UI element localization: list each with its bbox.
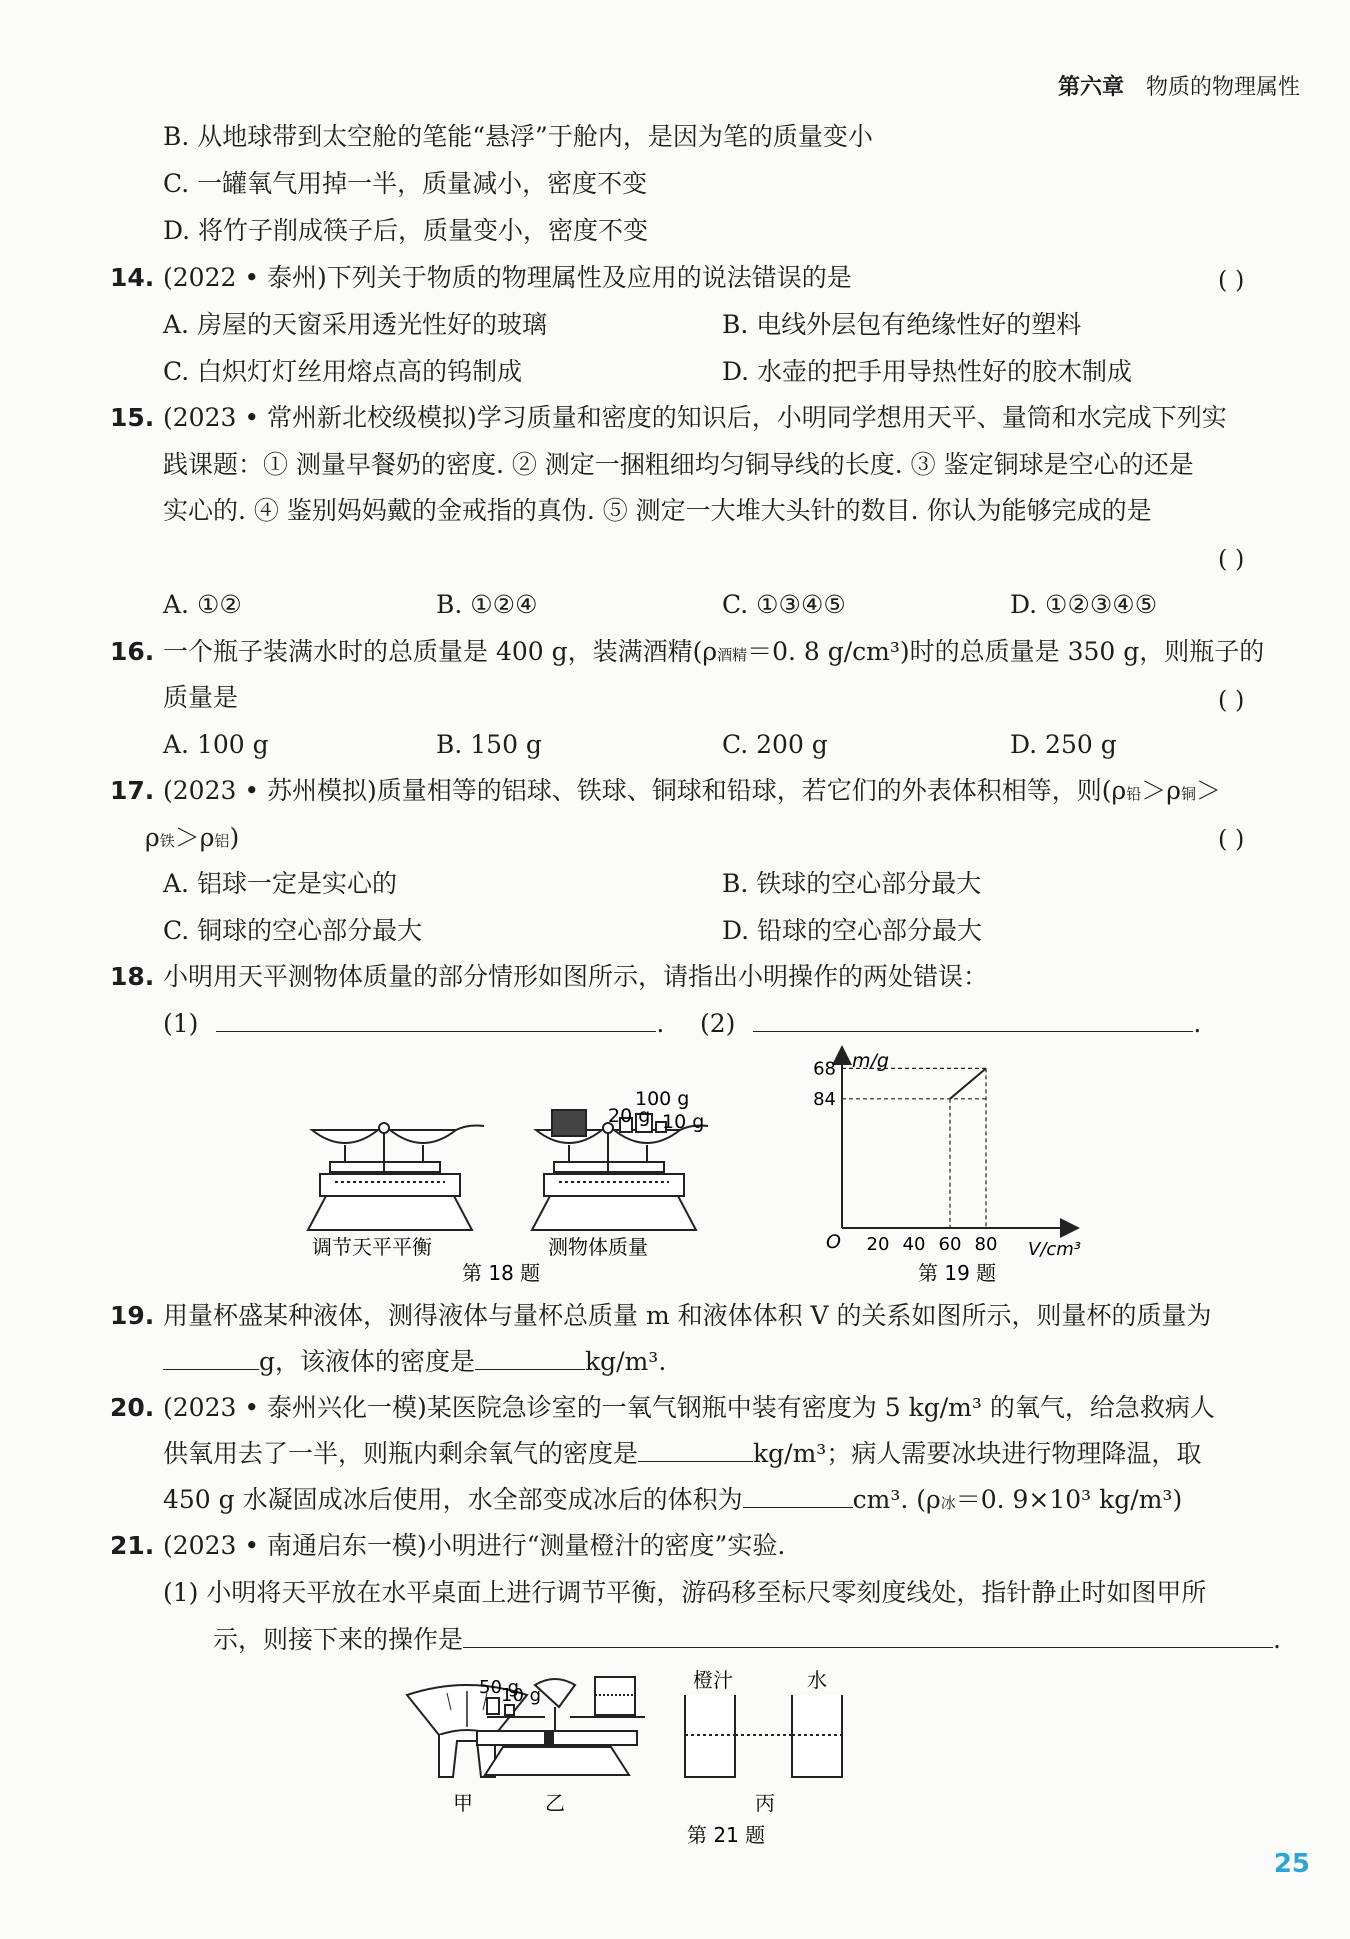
q18-answer-blank-1[interactable] — [216, 1030, 656, 1032]
q14-answer-paren: ( ) — [1218, 266, 1245, 294]
x-tick-label: 40 — [902, 1234, 926, 1255]
q16-option-a: A. 100 g — [163, 730, 269, 759]
q20-stem-line3 — [163, 1487, 1182, 1512]
mass-volume-line — [950, 1068, 986, 1098]
weight-100g-label: 100 g — [635, 1088, 690, 1110]
q19-part-a: g，该液体的密度是 — [259, 1347, 476, 1376]
q13-option-d: D. 将竹子削成筷子后，质量变小，密度不变 — [163, 216, 649, 245]
y-tick-label: 84 — [813, 1088, 836, 1110]
q19-answer-blank-2[interactable] — [475, 1368, 585, 1370]
q16-answer-paren: ( ) — [1218, 686, 1245, 714]
q20-part-e: ＝0. 9×10³ kg/m³) — [955, 1485, 1183, 1514]
q16-stem-part2: ＝0. 8 g/cm³)时的总质量是 350 g，则瓶子的 — [747, 637, 1265, 666]
q18-blank-2-dot: . — [1193, 1009, 1202, 1038]
q16-stem-line1 — [163, 639, 1264, 664]
q20-part-a: 供氧用去了一半，则瓶内剩余氧气的密度是 — [163, 1439, 639, 1468]
q17-rho: ρ — [145, 823, 160, 852]
figure-18-balances — [290, 1070, 730, 1295]
balance-adjusting-drawing — [308, 1123, 484, 1230]
q21-number: 21. — [110, 1531, 155, 1560]
chapter-title: 物质的物理属性 — [1145, 75, 1300, 100]
q21-part1-line1: (1) 小明将天平放在水平桌面上进行调节平衡，游码移至标尺零刻度线处，指针静止时如图甲所 — [163, 1578, 1207, 1607]
q15-stem-line3: 实心的. ④ 鉴别妈妈戴的金戒指的真伪. ⑤ 测定一大堆大头针的数目. 你认为能够完成的是 — [163, 496, 1152, 525]
balance-adjust-label: 调节天平平衡 — [312, 1235, 432, 1259]
figure-19-caption: 第 19 题 — [918, 1261, 997, 1285]
figure-bing-label: 丙 — [755, 1791, 775, 1815]
q17-stem-line2 — [145, 825, 239, 850]
figure-21 — [395, 1665, 1075, 1850]
q17-sub-lead: 铅 — [1126, 785, 1142, 803]
q13-option-b: B. 从地球带到太空舱的笔能“悬浮”于舱内，是因为笔的质量变小 — [163, 122, 873, 151]
orange-juice-label: 橙汁 — [693, 1668, 733, 1692]
q20-stem-line2 — [163, 1441, 1201, 1466]
q21-part1-line2 — [213, 1627, 1281, 1652]
y-axis-label: m/g — [852, 1050, 889, 1072]
q15-option-d: D. ①②③④⑤ — [1010, 590, 1158, 619]
q14-stem: (2022 • 泰州)下列关于物质的物理属性及应用的说法错误的是 — [163, 263, 852, 292]
q20-answer-blank-2[interactable] — [743, 1506, 853, 1508]
q16-stem-part1: 一个瓶子装满水时的总质量是 400 g，装满酒精(ρ — [163, 637, 718, 666]
chapter-label: 第六章 — [1057, 75, 1124, 100]
q17-option-a: A. 铝球一定是实心的 — [163, 869, 397, 898]
figure-jia-label: 甲 — [453, 1791, 473, 1815]
q20-ice-subscript: 冰 — [940, 1494, 956, 1512]
q14-option-a: A. 房屋的天窗采用透光性好的玻璃 — [163, 310, 547, 339]
figure-19-graph — [800, 1045, 1130, 1295]
q16-number: 16. — [110, 637, 155, 666]
q16-option-c: C. 200 g — [722, 730, 828, 759]
q17-stem-part1: (2023 • 苏州模拟)质量相等的铝球、铁球、铜球和铅球，若它们的外表体积相等，则(ρ — [163, 776, 1127, 805]
q17-option-b: B. 铁球的空心部分最大 — [722, 869, 982, 898]
q16-option-b: B. 150 g — [436, 730, 542, 759]
figure-18-caption: 第 18 题 — [462, 1261, 541, 1285]
q15-number: 15. — [110, 403, 155, 432]
x-axis-label: V/cm³ — [1028, 1239, 1082, 1260]
q17-option-d: D. 铅球的空心部分最大 — [722, 916, 983, 945]
running-header — [1058, 70, 1300, 101]
figure-yi-label: 乙 — [545, 1791, 565, 1815]
q15-option-a: A. ①② — [163, 590, 242, 619]
y-tick-label: 68 — [813, 1058, 836, 1080]
q20-number: 20. — [110, 1393, 155, 1422]
x-tick-label: 20 — [866, 1234, 890, 1255]
q19-number: 19. — [110, 1301, 155, 1330]
q18-number: 18. — [110, 962, 155, 991]
q15-option-b: B. ①②④ — [436, 590, 538, 619]
q21-dot: . — [1273, 1625, 1281, 1654]
q20-part-b: kg/m³；病人需要冰块进行物理降温，取 — [753, 1439, 1202, 1468]
weight-20g-label: 20 g — [608, 1105, 651, 1127]
q14-option-b: B. 电线外层包有绝缘性好的塑料 — [722, 310, 1082, 339]
q16-rho-subscript: 酒精 — [717, 646, 748, 664]
balance-measure-label: 测物体质量 — [548, 1235, 648, 1259]
q17-sub-aluminum: 铝 — [214, 832, 230, 850]
q17-gt1: ＞ρ — [1141, 776, 1181, 805]
q16-stem-line2: 质量是 — [163, 683, 239, 712]
q21-stem: (2023 • 南通启东一模)小明进行“测量橙汁的密度”实验. — [163, 1531, 786, 1560]
q16-option-d: D. 250 g — [1010, 730, 1117, 759]
q19-stem-line2 — [163, 1349, 666, 1374]
q18-answer-blank-2[interactable] — [753, 1030, 1193, 1032]
q15-stem-line2: 践课题：① 测量早餐奶的密度. ② 测定一捆粗细均匀铜导线的长度. ③ 鉴定铜球是空心的还是 — [163, 450, 1194, 479]
q17-number: 17. — [110, 776, 155, 805]
q14-option-c: C. 白炽灯灯丝用熔点高的钨制成 — [163, 357, 523, 386]
q20-part-c: 450 g 水凝固成冰后使用，水全部变成冰后的体积为 — [163, 1485, 743, 1514]
q21-part1-text: 示，则接下来的操作是 — [213, 1625, 464, 1654]
page-number: 25 — [1273, 1849, 1310, 1879]
weight-50g-label: 50 g — [479, 1677, 520, 1698]
q21-answer-blank[interactable] — [463, 1646, 1273, 1648]
q17-gt3: ＞ρ — [174, 823, 215, 852]
q17-sub-iron: 铁 — [159, 832, 175, 850]
q18-blank-2 — [700, 1011, 1201, 1036]
q17-stem-line1 — [163, 778, 1221, 803]
q17-close: ) — [229, 823, 240, 852]
water-label: 水 — [807, 1668, 827, 1692]
x-tick-label: 80 — [974, 1234, 998, 1255]
q18-stem: 小明用天平测物体质量的部分情形如图所示，请指出小明操作的两处错误： — [163, 962, 989, 991]
q13-option-c: C. 一罐氧气用掉一半，质量减小，密度不变 — [163, 169, 648, 198]
q17-gt2: ＞ — [1195, 776, 1221, 805]
q20-stem-line1: (2023 • 泰州兴化一模)某医院急诊室的一氧气钢瓶中装有密度为 5 kg/m³ 的氧气，给急救病人 — [163, 1393, 1215, 1422]
graph-marks — [813, 1058, 997, 1255]
q18-blank-1 — [163, 1011, 664, 1036]
x-tick-label: 60 — [938, 1234, 962, 1255]
origin-label: O — [826, 1231, 841, 1253]
q20-answer-blank-1[interactable] — [638, 1460, 753, 1462]
q19-part-b: kg/m³. — [585, 1347, 667, 1376]
weight-10g-label: 10 g — [662, 1111, 705, 1133]
figure-21-caption: 第 21 题 — [687, 1823, 766, 1847]
q14-number: 14. — [110, 263, 155, 292]
q18-blank-1-dot: . — [656, 1009, 665, 1038]
figure-bing-beakers — [685, 1695, 842, 1777]
q17-answer-paren: ( ) — [1218, 825, 1245, 853]
q18-blank-1-label: (1) — [163, 1009, 199, 1038]
q17-sub-copper: 铜 — [1180, 785, 1196, 803]
q15-answer-paren: ( ) — [1218, 545, 1245, 573]
q19-answer-blank-1[interactable] — [163, 1368, 259, 1370]
q17-option-c: C. 铜球的空心部分最大 — [163, 916, 423, 945]
q18-blank-2-label: (2) — [700, 1009, 736, 1038]
q19-stem-line1: 用量杯盛某种液体，测得液体与量杯总质量 m 和液体体积 V 的关系如图所示，则量杯的质量为 — [163, 1301, 1212, 1330]
q15-stem-line1: (2023 • 常州新北校级模拟)学习质量和密度的知识后，小明同学想用天平、量筒和水完成下列实 — [163, 403, 1227, 432]
q20-part-d: cm³. (ρ — [852, 1485, 941, 1514]
q15-option-c: C. ①③④⑤ — [722, 590, 846, 619]
weight-10g-label-21: 10 g — [501, 1685, 542, 1706]
q14-option-d: D. 水壶的把手用导热性好的胶木制成 — [722, 357, 1133, 386]
